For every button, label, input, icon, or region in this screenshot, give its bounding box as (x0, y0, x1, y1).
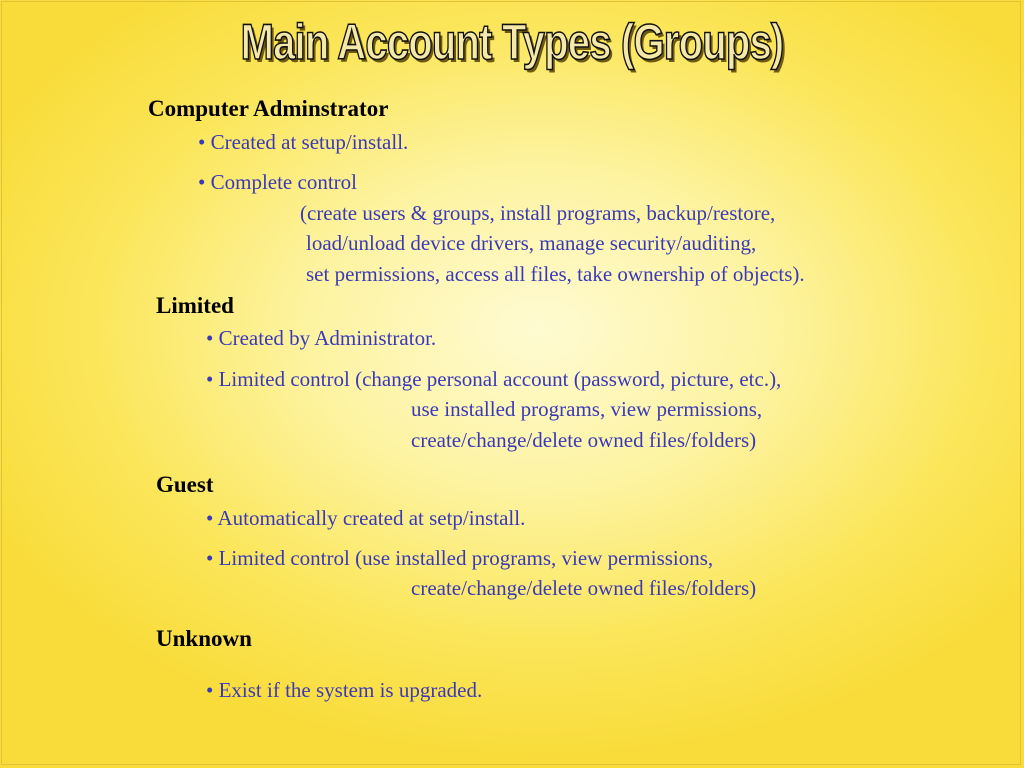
section-heading-guest: Guest (156, 472, 214, 497)
section-heading-limited: Limited (156, 293, 234, 318)
continuation-line: use installed programs, view permissions, (411, 397, 763, 421)
slide-title: Main Account Types (Groups) (240, 14, 784, 70)
continuation-line: set permissions, access all files, take ownership of objects). (306, 262, 805, 286)
continuation-line: create/change/delete owned files/folders) (411, 428, 757, 452)
continuation-line: create/change/delete owned files/folders) (411, 576, 757, 600)
section-heading-unknown: Unknown (156, 626, 252, 651)
section-heading-computer-administrator: Computer Adminstrator (148, 96, 389, 121)
bullet-limited-control: • Limited control (change personal account (password, picture, etc.), (206, 367, 782, 391)
continuation-line: load/unload device drivers, manage security/auditing, (306, 231, 757, 255)
bullet-complete-control: • Complete control (198, 170, 357, 194)
bullet-automatically-created: • Automatically created at setp/install. (206, 506, 526, 530)
bullet-exist-if-upgraded: • Exist if the system is upgraded. (206, 678, 483, 702)
bullet-limited-control-guest: • Limited control (use installed programs, view permissions, (206, 546, 714, 570)
bullet-created-at-setup: • Created at setup/install. (198, 130, 409, 154)
continuation-line: (create users & groups, install programs, backup/restore, (300, 201, 776, 225)
bullet-created-by-administrator: • Created by Administrator. (206, 326, 437, 350)
